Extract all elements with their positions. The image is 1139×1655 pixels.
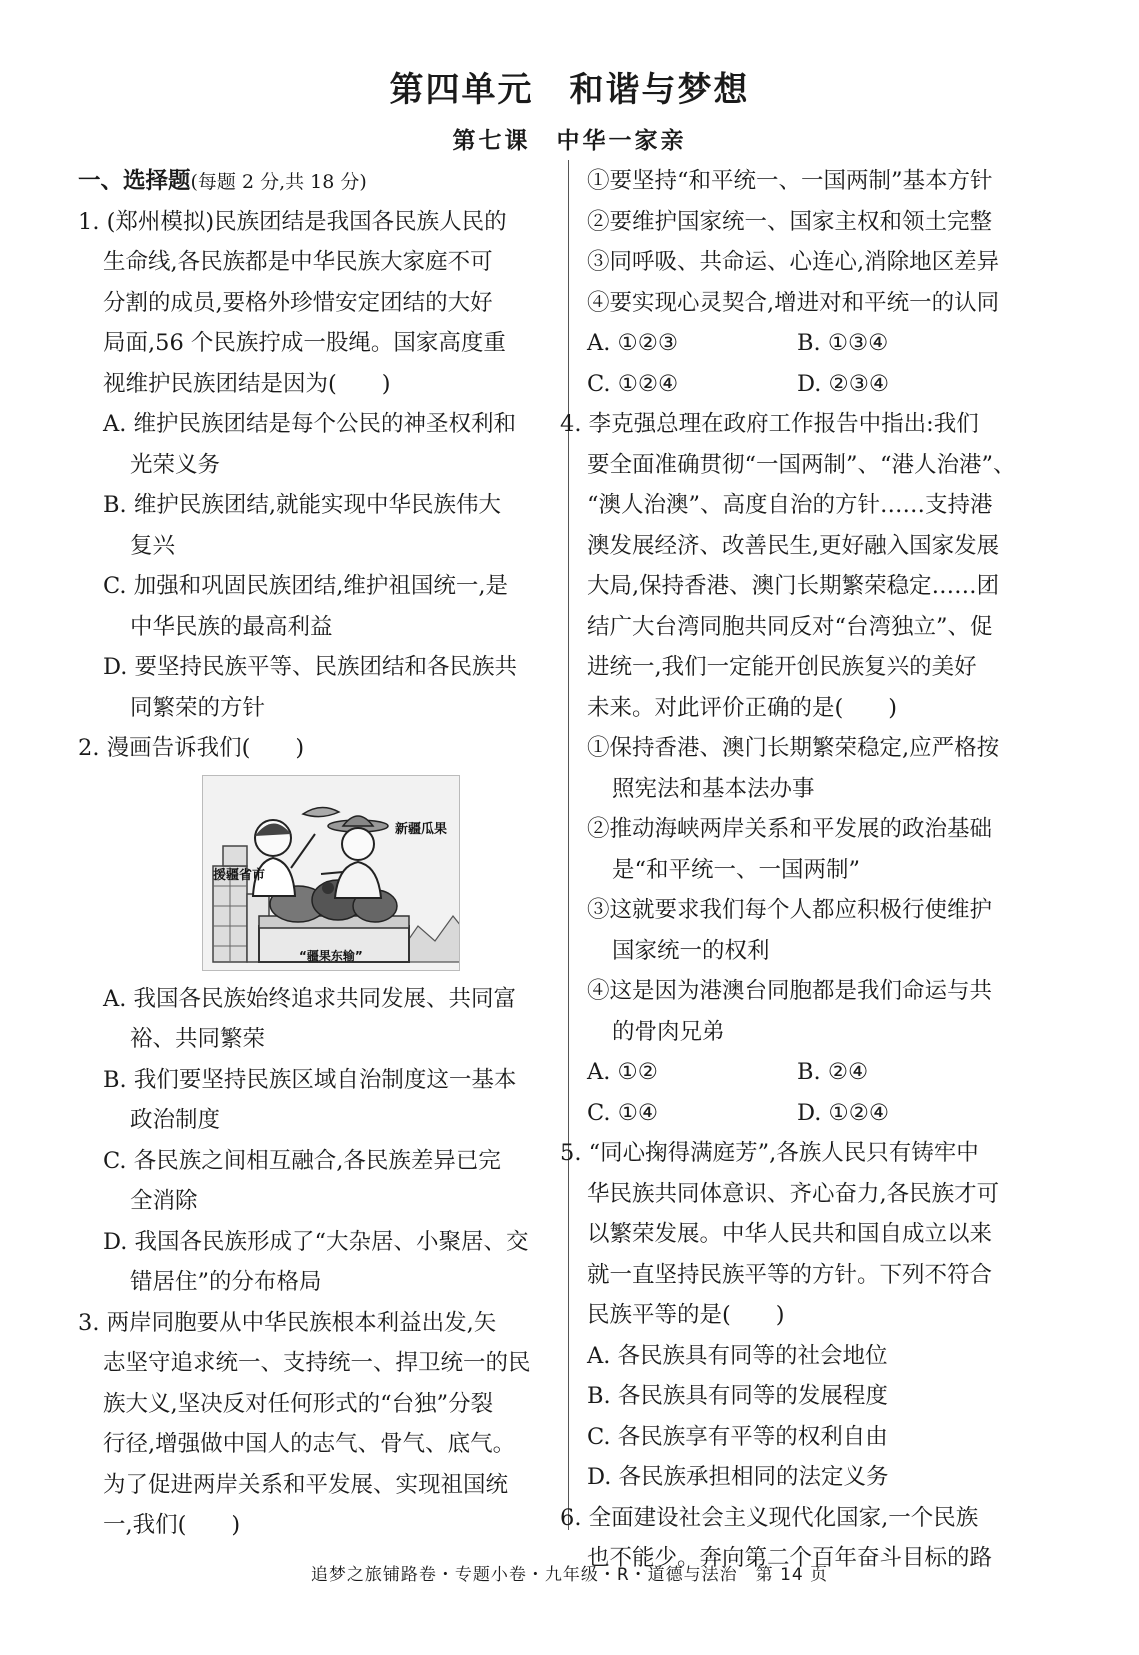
text-line: ②要维护国家统一、国家主权和领土完整 <box>587 208 993 235</box>
text-line: 行径,增强做中国人的志气、骨气、底气。 <box>103 1431 516 1457</box>
answer-option: D. ②③④ <box>797 370 890 397</box>
text-line: 生命线,各民族都是中华民族大家庭不可 <box>103 249 493 275</box>
text-line: 一,我们( ) <box>103 1512 241 1538</box>
section-note: (每题 2 分,共 18 分) <box>190 171 367 193</box>
text-line: 结广大台湾同胞共同反对“台湾独立”、促 <box>587 613 993 640</box>
text-line: C. 各民族之间相互融合,各民族差异已完 <box>103 1147 501 1174</box>
text-line: 的骨肉兄弟 <box>612 1018 725 1045</box>
text-line: 复兴 <box>130 532 176 559</box>
text-line: A. 我国各民族始终追求共同发展、共同富 <box>103 985 517 1012</box>
answer-options-row <box>587 1052 1067 1093</box>
cartoon-label-right: 新疆瓜果 <box>395 821 448 837</box>
answer-option: C. ①④ <box>587 1099 659 1126</box>
text-line: 华民族共同体意识、齐心奋力,各民族才可 <box>587 1180 1000 1207</box>
text-line: 要全面准确贯彻“一国两制”、“港人治港”、 <box>587 451 1016 478</box>
text-line: 局面,56 个民族拧成一股绳。国家高度重 <box>103 330 506 356</box>
text-line: C. 各民族享有平等的权利自由 <box>587 1423 888 1450</box>
text-line: 错居住”的分布格局 <box>130 1269 322 1295</box>
text-line: 中华民族的最高利益 <box>130 613 333 640</box>
answer-option: C. ①②④ <box>587 370 679 397</box>
text-line: 2. 漫画告诉我们( ) <box>78 735 305 761</box>
text-line: 未来。对此评价正确的是( ) <box>587 694 898 721</box>
answer-option: B. ①③④ <box>797 330 889 356</box>
text-line: 光荣义务 <box>130 451 221 478</box>
question-block-1-2 <box>78 202 556 769</box>
text-line: 志坚守追求统一、支持统一、捍卫统一的民 <box>103 1350 531 1376</box>
answer-options-row <box>587 323 1067 364</box>
answer-option: D. ①②④ <box>797 1099 890 1126</box>
answer-option: A. ①② <box>587 1059 658 1085</box>
text-line: 进统一,我们一定能开创民族复兴的美好 <box>587 654 977 680</box>
answer-options-row <box>587 364 1067 405</box>
answer-option: A. ①②③ <box>587 330 679 356</box>
text-line: C. 加强和巩固民族团结,维护祖国统一,是 <box>103 573 509 599</box>
text-line: “澳人治澳”、高度自治的方针……支持港 <box>587 492 993 518</box>
text-line: 澳发展经济、改善民生,更好融入国家发展 <box>587 532 1000 559</box>
text-line: B. 我们要坚持民族区域自治制度这一基本 <box>103 1066 517 1093</box>
text-line: D. 我国各民族形成了“大杂居、小聚居、交 <box>103 1228 529 1255</box>
cartoon-image <box>202 775 460 971</box>
text-line: 照宪法和基本法办事 <box>612 775 815 802</box>
text-line: B. 各民族具有同等的发展程度 <box>587 1383 888 1409</box>
text-line: 视维护民族团结是因为( ) <box>103 370 391 397</box>
text-line: D. 要坚持民族平等、民族团结和各民族共 <box>103 654 518 680</box>
cartoon-label-left: 援疆省市 <box>213 867 266 883</box>
text-line: ②推动海峡两岸关系和平发展的政治基础 <box>587 816 993 842</box>
page-footer: 追梦之旅铺路卷・专题小卷・九年级・R・道德与法治 第 14 页 <box>310 1565 829 1585</box>
text-line: A. 各民族具有同等的社会地位 <box>587 1342 888 1369</box>
question-block-3-6 <box>560 161 1067 1579</box>
text-line: 以繁荣发展。中华人民共和国自成立以来 <box>587 1221 993 1247</box>
text-line: 为了促进两岸关系和平发展、实现祖国统 <box>103 1471 509 1498</box>
text-line: 裕、共同繁荣 <box>130 1026 266 1052</box>
text-line: 政治制度 <box>130 1107 221 1133</box>
text-line: 就一直坚持民族平等的方针。下列不符合 <box>587 1261 993 1288</box>
text-line: 大局,保持香港、澳门长期繁荣稳定……团 <box>587 573 1000 599</box>
column-divider <box>568 160 569 1530</box>
text-line: ④这是因为港澳台同胞都是我们命运与共 <box>587 978 993 1004</box>
text-line: 民族平等的是( ) <box>587 1302 785 1328</box>
text-line: 5. “同心掬得满庭芳”,各族人民只有铸牢中 <box>560 1140 979 1166</box>
text-line: 族大义,坚决反对任何形式的“台独”分裂 <box>103 1390 494 1417</box>
question-block-2-3 <box>78 979 556 1546</box>
text-line: 分割的成员,要格外珍惜安定团结的大好 <box>103 289 493 316</box>
text-line: 6. 全面建设社会主义现代化国家,一个民族 <box>560 1504 979 1531</box>
text-line: 4. 李克强总理在政府工作报告中指出:我们 <box>560 411 979 437</box>
left-column <box>78 161 556 1546</box>
text-line: 全消除 <box>130 1188 198 1214</box>
text-line: ④要实现心灵契合,增进对和平统一的认同 <box>587 289 1000 316</box>
text-line: 1. (郑州模拟)民族团结是我国各民族人民的 <box>78 208 507 235</box>
text-line: 也不能少。奔向第二个百年奋斗目标的路 <box>587 1545 993 1571</box>
section-heading <box>78 161 556 202</box>
unit-title: 第四单元 和谐与梦想 <box>389 70 750 110</box>
cartoon-banner: “疆果东输” <box>299 948 363 963</box>
section-title: 一、选择题 <box>78 168 191 194</box>
text-line: 同繁荣的方针 <box>130 694 266 721</box>
text-line: ①要坚持“和平统一、一国两制”基本方针 <box>587 168 993 194</box>
text-line: 是“和平统一、一国两制” <box>612 856 861 883</box>
answer-option: B. ②④ <box>797 1059 869 1085</box>
text-line: 国家统一的权利 <box>612 937 770 964</box>
lesson-title: 第七课 中华一家亲 <box>452 128 687 154</box>
text-line: A. 维护民族团结是每个公民的神圣权利和 <box>103 411 517 437</box>
text-line: B. 维护民族团结,就能实现中华民族伟大 <box>103 492 501 518</box>
answer-options-row <box>587 1093 1067 1134</box>
text-line: D. 各民族承担相同的法定义务 <box>587 1464 889 1490</box>
text-line: ③这就要求我们每个人都应积极行使维护 <box>587 897 993 923</box>
text-line: ③同呼吸、共命运、心连心,消除地区差异 <box>587 249 1000 275</box>
text-line: 3. 两岸同胞要从中华民族根本利益出发,矢 <box>78 1309 497 1336</box>
text-line: ①保持香港、澳门长期繁荣稳定,应严格按 <box>587 735 1000 761</box>
right-column <box>560 161 1067 1579</box>
